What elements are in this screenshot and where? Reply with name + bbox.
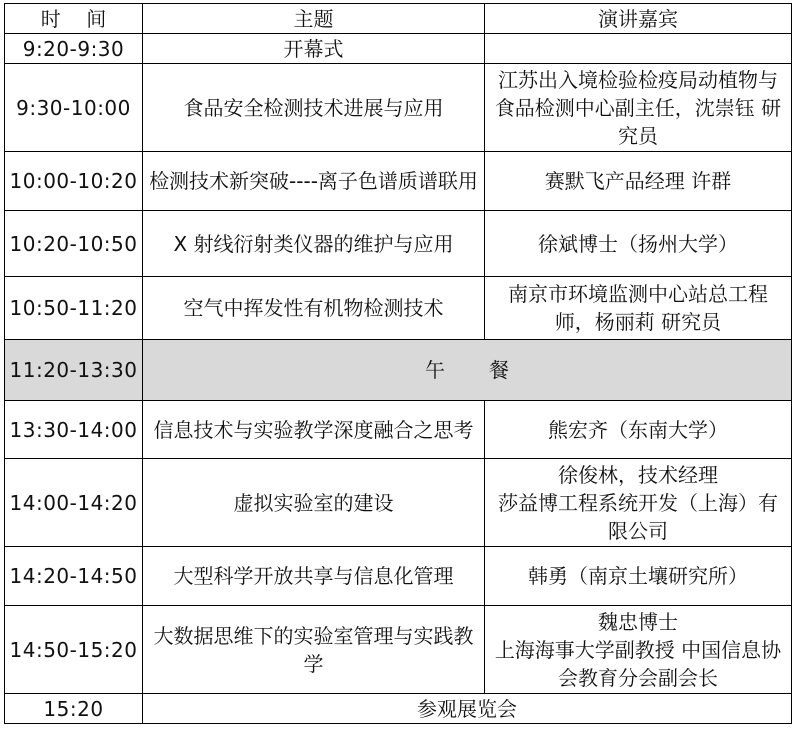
- header-time: 时 间: [5, 4, 143, 34]
- row-time: 14:20-14:50: [5, 547, 143, 606]
- row-time: 15:20: [5, 694, 143, 724]
- row-time: 14:00-14:20: [5, 459, 143, 547]
- row-topic: X 射线衍射类仪器的维护与应用: [143, 211, 485, 277]
- speaker-line: 魏忠博士: [598, 609, 678, 634]
- row-time: 9:30-10:00: [5, 64, 143, 152]
- table-row: [5, 34, 792, 64]
- row-speaker: 江苏出入境检验检疫局动植物与食品检测中心副主任，沈崇钰 研究员: [485, 64, 792, 152]
- row-speaker: 南京市环境监测中心站总工程师，杨丽莉 研究员: [485, 277, 792, 340]
- row-topic: 空气中挥发性有机物检测技术: [143, 277, 485, 340]
- row-topic: 食品安全检测技术进展与应用: [143, 64, 485, 152]
- row-speaker: 赛默飞产品经理 许群: [485, 152, 792, 211]
- table-row: [5, 694, 792, 724]
- row-topic: 检测技术新突破----离子色谱质谱联用: [143, 152, 485, 211]
- row-speaker: [485, 459, 792, 547]
- table-row: [5, 152, 792, 211]
- row-time: 10:20-10:50: [5, 211, 143, 277]
- header-row: [5, 4, 792, 34]
- row-time: 9:20-9:30: [5, 34, 143, 64]
- row-speaker: 徐斌博士（扬州大学）: [485, 211, 792, 277]
- header-speaker: 演讲嘉宾: [485, 4, 792, 34]
- table-row: [5, 547, 792, 606]
- table-row: [5, 459, 792, 547]
- row-speaker: [485, 606, 792, 694]
- row-topic: 大型科学开放共享与信息化管理: [143, 547, 485, 606]
- schedule-table: [4, 3, 792, 724]
- header-topic: 主题: [143, 4, 485, 34]
- row-time: 11:20-13:30: [5, 340, 143, 401]
- table-row: [5, 277, 792, 340]
- closing-cell: 参观展览会: [143, 694, 792, 724]
- lunch-label: 午餐: [425, 358, 553, 382]
- table-row: [5, 606, 792, 694]
- table-row: [5, 211, 792, 277]
- table-row: [5, 64, 792, 152]
- speaker-line: 徐俊林，技术经理: [558, 462, 718, 487]
- row-speaker: [485, 34, 792, 64]
- row-speaker: 熊宏齐（东南大学）: [485, 401, 792, 459]
- row-speaker: 韩勇（南京土壤研究所）: [485, 547, 792, 606]
- row-topic: 开幕式: [143, 34, 485, 64]
- table-row-lunch: [5, 340, 792, 401]
- lunch-cell: [143, 340, 792, 401]
- row-topic: 大数据思维下的实验室管理与实践教学: [143, 606, 485, 694]
- row-topic: 信息技术与实验教学深度融合之思考: [143, 401, 485, 459]
- row-topic: 虚拟实验室的建设: [143, 459, 485, 547]
- row-time: 13:30-14:00: [5, 401, 143, 459]
- speaker-line: 上海海事大学副教授 中国信息协会教育分会副会长: [494, 637, 782, 690]
- row-time: 10:00-10:20: [5, 152, 143, 211]
- speaker-line: 莎益博工程系统开发（上海）有限公司: [498, 490, 778, 543]
- row-time: 14:50-15:20: [5, 606, 143, 694]
- table-row: [5, 401, 792, 459]
- row-time: 10:50-11:20: [5, 277, 143, 340]
